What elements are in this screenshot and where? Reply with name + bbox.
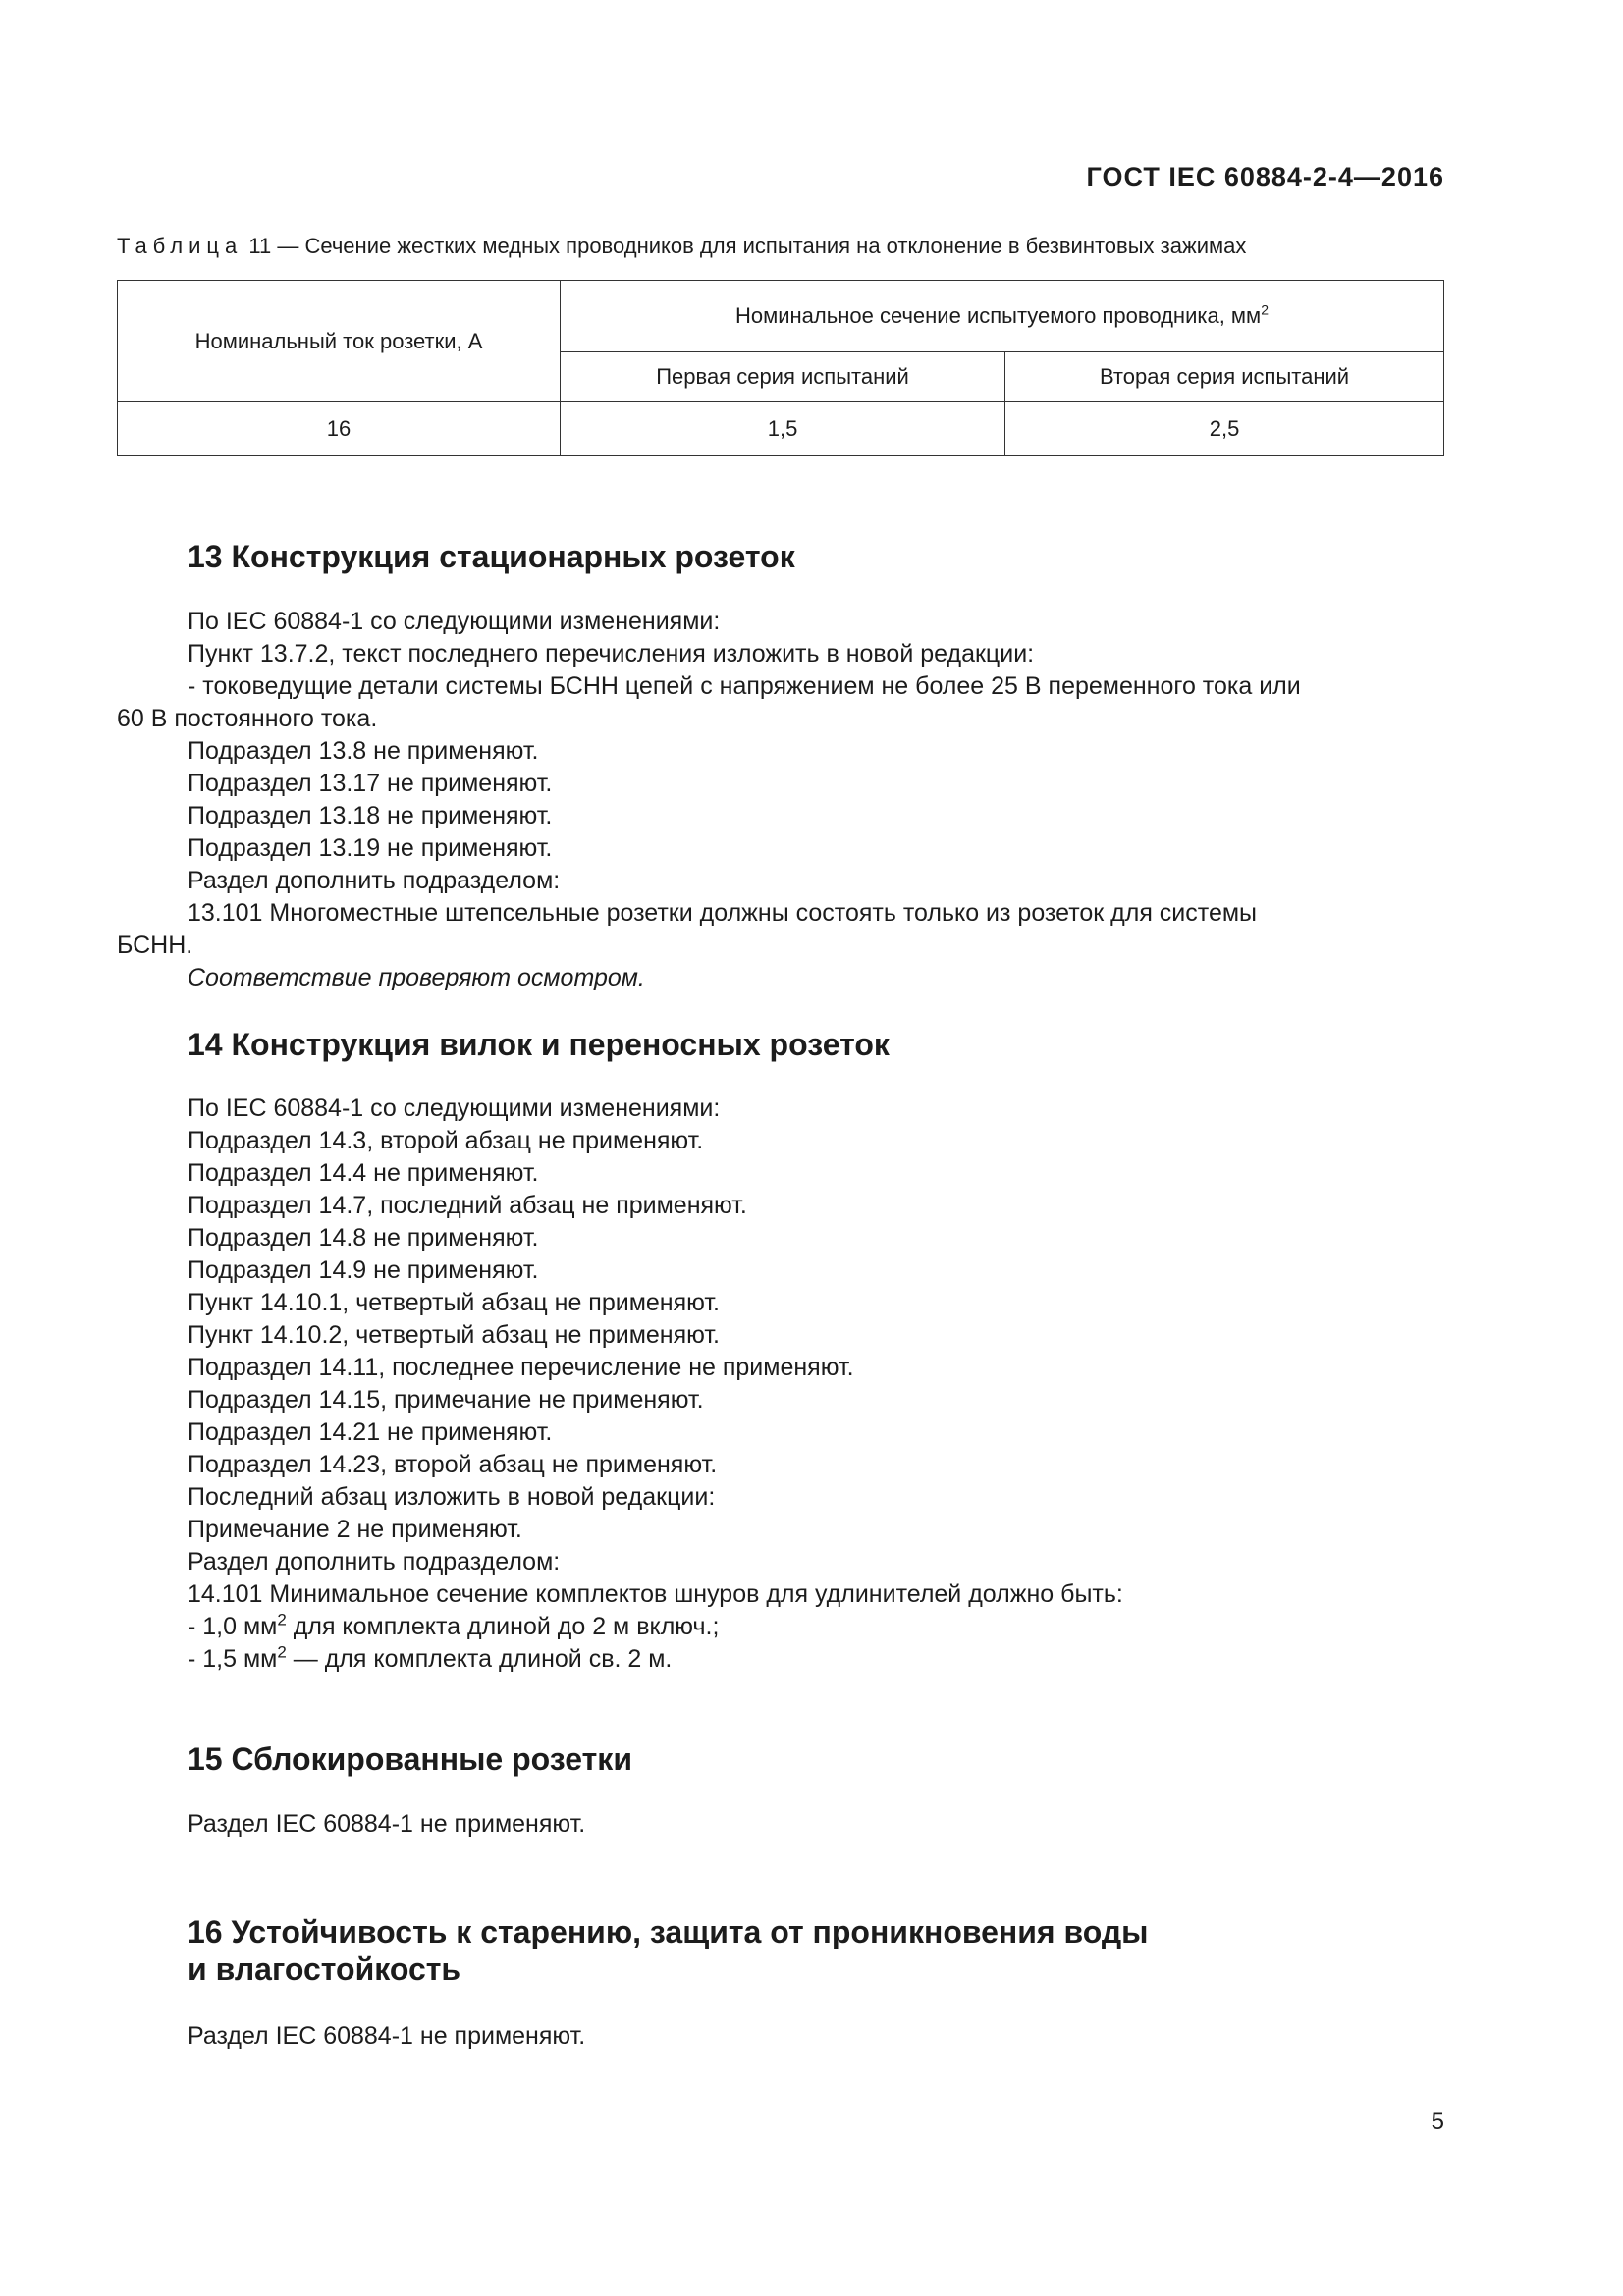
paragraph-line: 60 В постоянного тока. <box>117 705 378 732</box>
paragraph-line: По IEC 60884-1 со следующими изменениями: <box>188 1095 721 1122</box>
header-nominal-section-text: Номинальное сечение испытуемого проводника, мм <box>735 303 1262 328</box>
compliance-note: Соответствие проверяют осмотром. <box>188 964 645 991</box>
header-nominal-section-sup: 2 <box>1261 301 1269 318</box>
paragraph-line: Пункт 14.10.1, четвертый абзац не применяют. <box>188 1289 720 1316</box>
paragraph-line: Последний абзац изложить в новой редакции: <box>188 1483 716 1511</box>
paragraph-line: Пункт 13.7.2, текст последнего перечисления изложить в новой редакции: <box>188 640 1035 667</box>
cell-second-series: 2,5 <box>1005 402 1444 456</box>
paragraph-line: 13.101 Многоместные штепсельные розетки должны состоять только из розеток для системы <box>188 899 1258 927</box>
paragraph-line: Подраздел 14.4 не применяют. <box>188 1159 539 1187</box>
cell-current: 16 <box>118 402 561 456</box>
document-standard-id: ГОСТ IEC 60884-2-4—2016 <box>1086 162 1444 191</box>
paragraph-line: - токоведущие детали системы БСНН цепей с напряжением не более 25 В переменного тока или <box>188 672 1301 700</box>
paragraph-line: Пункт 14.10.2, четвертый абзац не применяют. <box>188 1321 720 1349</box>
header-nominal-section <box>561 281 1444 352</box>
paragraph-line: По IEC 60884-1 со следующими изменениями: <box>188 608 721 635</box>
section-16-title-line2: и влагостойкость <box>188 1951 461 1987</box>
section-13-title: 13 Конструкция стационарных розеток <box>188 539 795 574</box>
list-item-pre: - 1,0 мм <box>188 1613 278 1640</box>
paragraph-line: Подраздел 13.8 не применяют. <box>188 737 539 765</box>
section-14-body <box>117 1093 1444 1676</box>
header-rated-current: Номинальный ток розетки, А <box>118 281 561 402</box>
page-number: 5 <box>1431 2109 1444 2135</box>
list-item-post: для комплекта длиной до 2 м включ.; <box>286 1613 720 1640</box>
section-16-title-line1: 16 Устойчивость к старению, защита от проникновения воды <box>188 1914 1149 1949</box>
cell-first-series: 1,5 <box>561 402 1005 456</box>
paragraph-line: Примечание 2 не применяют. <box>188 1516 522 1543</box>
section-15-body <box>117 1808 1444 1841</box>
paragraph-line: Раздел дополнить подразделом: <box>188 867 561 894</box>
paragraph-line: Подраздел 14.11, последнее перечисление не применяют. <box>188 1354 854 1381</box>
list-item <box>117 1643 1444 1676</box>
section-16-title <box>188 1913 1148 1988</box>
list-item-post: — для комплекта длиной св. 2 м. <box>286 1645 673 1673</box>
paragraph-line: Подраздел 13.17 не применяют. <box>188 770 553 797</box>
list-item-sup: 2 <box>277 1610 287 1629</box>
header-second-series: Вторая серия испытаний <box>1005 352 1444 402</box>
list-item-pre: - 1,5 мм <box>188 1645 278 1673</box>
table-caption-label: Таблица <box>117 234 243 258</box>
section-13-body <box>117 606 1444 994</box>
paragraph-line: БСНН. <box>117 932 193 959</box>
paragraph-line: Раздел IEC 60884-1 не применяют. <box>188 1810 586 1838</box>
paragraph-line: Раздел IEC 60884-1 не применяют. <box>188 2022 586 2050</box>
paragraph-line: Подраздел 14.21 не применяют. <box>188 1418 553 1446</box>
table-caption <box>117 234 1444 259</box>
paragraph-line: Подраздел 13.18 не применяют. <box>188 802 553 829</box>
paragraph-line: Подраздел 14.15, примечание не применяют. <box>188 1386 704 1414</box>
paragraph-line: 14.101 Минимальное сечение комплектов шнуров для удлинителей должно быть: <box>188 1580 1123 1608</box>
section-15-title: 15 Сблокированные розетки <box>188 1741 632 1777</box>
paragraph-line: Подраздел 14.23, второй абзац не применяют. <box>188 1451 718 1478</box>
section-14-title: 14 Конструкция вилок и переносных розеток <box>188 1027 890 1062</box>
paragraph-line: Подраздел 14.9 не применяют. <box>188 1256 539 1284</box>
paragraph-line: Подраздел 14.3, второй абзац не применяют. <box>188 1127 704 1154</box>
table-row <box>118 402 1444 456</box>
table-header-row <box>118 281 1444 352</box>
header-first-series: Первая серия испытаний <box>561 352 1005 402</box>
paragraph-line: Раздел дополнить подразделом: <box>188 1548 561 1575</box>
paragraph-line: Подраздел 14.7, последний абзац не применяют. <box>188 1192 747 1219</box>
paragraph-line: Подраздел 14.8 не применяют. <box>188 1224 539 1252</box>
section-16-body <box>117 2020 1444 2053</box>
paragraph-line: Подраздел 13.19 не применяют. <box>188 834 553 862</box>
list-item <box>117 1611 1444 1643</box>
conductor-section-table <box>117 280 1444 456</box>
table-caption-text: 11 — Сечение жестких медных проводников для испытания на отклонение в безвинтовых зажимах <box>248 234 1247 258</box>
list-item-sup: 2 <box>277 1642 287 1662</box>
